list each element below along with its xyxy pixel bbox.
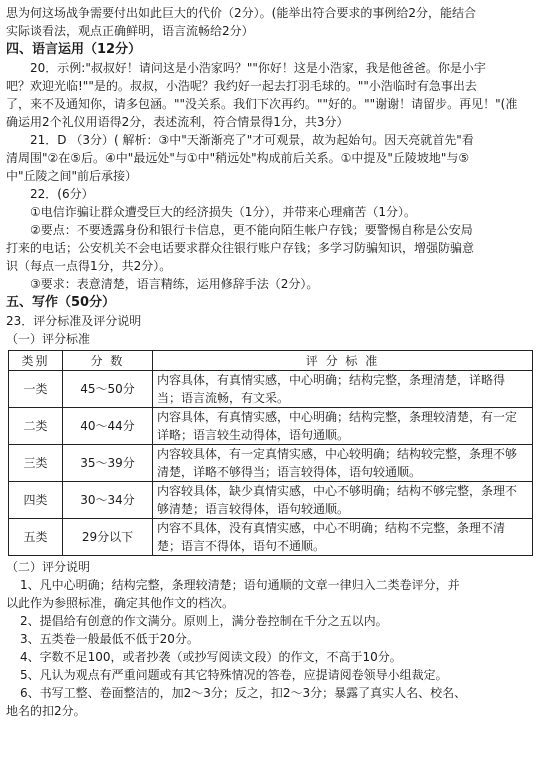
row-category: 二类 — [9, 408, 63, 445]
section4-title: 四、语言运用 — [6, 42, 85, 57]
q20-line-3: 了，来不及通知你，请多包涵。""没关系。我们下次再约。""好的。""谢谢！请留步。再见！"(准 — [6, 97, 518, 111]
section5-heading — [6, 293, 533, 312]
row-score: 35～39分 — [63, 445, 153, 482]
note-4: 4、字数不足100，或者抄袭（或抄写阅读文段）的作文，不高于10分。 — [20, 650, 402, 664]
q20-line-4: 确运用2个礼仪用语得2分，表述流利，符合情景得1分，共3分） — [6, 115, 349, 129]
row-criteria: 内容较具体，缺少真情实感，中心不够明确；结构不够完整，条理不够清楚；语言较得体，语句较通顺。 — [153, 482, 533, 519]
q22-point-2-line-1: ②要点：不要透露身份和银行卡信息，更不能向陌生帐户存钱；要警惕自称是公安局 — [30, 223, 473, 237]
note-6-line-1: 6、书写工整、卷面整洁的，加2～3分；反之，扣2～3分；暴露了真实人名、校名、 — [20, 686, 467, 700]
row-criteria: 内容较具体，有一定真情实感，中心较明确；结构较完整，条理不够清楚，详略不够得当；语言较得体，语句较通顺。 — [153, 445, 533, 482]
header-category: 类别 — [9, 351, 63, 371]
note-6-line-2: 地名的扣2分。 — [6, 704, 86, 718]
section4-heading — [6, 40, 533, 59]
section5-title: 五、写作 — [6, 295, 59, 310]
table-row — [9, 371, 533, 408]
section4-points: （12分） — [84, 42, 142, 57]
rubric-subheading: （一）评分标准 — [6, 332, 91, 346]
q21-line-2: 清周围"②在⑤后。④中"最远处"与①中"稍远处"构成前后关系。①中提及"丘陵坡地"与⑤ — [6, 151, 470, 165]
q20-line-2: 吧？欢迎光临!""是的。叔叔，小浩呢？我约好一起去打羽毛球的。""小浩临时有急事出去 — [6, 79, 477, 93]
note-1-line-2: 以此作为参照标准，确定其他作文的档次。 — [6, 596, 235, 610]
q22-point-1: ①电信诈骗让群众遭受巨大的经济损失（1分），并带来心理痛苦（1分）。 — [30, 205, 417, 219]
row-score: 45～50分 — [63, 371, 153, 408]
row-category: 三类 — [9, 445, 63, 482]
table-row — [9, 482, 533, 519]
intro-line-2: 实际谈看法，观点正确鲜明，语言流畅给2分） — [6, 24, 254, 38]
row-category: 四类 — [9, 482, 63, 519]
notes-subheading: （二）评分说明 — [6, 560, 91, 574]
note-3: 3、五类卷一般最低不低于20分。 — [20, 632, 199, 646]
rubric-table — [8, 350, 533, 556]
q21-line-1: 21．D （3分）( 解析：③中"天渐渐亮了"才可观景，故为起始句。因天亮就首先"看 — [30, 133, 474, 147]
header-score: 分 数 — [63, 351, 153, 371]
q22-point-3: ③要求：表意清楚，语言精练，运用修辞手法（2分）。 — [30, 277, 319, 291]
q21-line-3: 中"丘陵之间"前后承接） — [6, 169, 138, 183]
note-5: 5、凡认为观点有严重问题或有其它特殊情况的答卷，应提请阅卷领导小组裁定。 — [20, 668, 448, 682]
table-row — [9, 445, 533, 482]
header-criteria: 评 分 标 准 — [153, 351, 533, 371]
row-criteria: 内容不具体，没有真情实感，中心不明确；结构不完整，条理不清楚；语言不得体，语句不通顺。 — [153, 519, 533, 556]
q20-line-1: 20．示例:"叔叔好！请问这是小浩家吗？""你好！这是小浩家，我是他爸爸。你是小宇 — [30, 61, 486, 75]
table-row — [9, 408, 533, 445]
row-criteria: 内容具体，有真情实感，中心明确；结构完整，条理较清楚，有一定详略；语言较生动得体，语句通顺。 — [153, 408, 533, 445]
row-category: 一类 — [9, 371, 63, 408]
section5-points: （50分） — [58, 295, 116, 310]
q23-heading: 23．评分标准及评分说明 — [6, 314, 142, 328]
intro-line-1: 思为何这场战争需要付出如此巨大的代价（2分）。(能举出符合要求的事例给2分，能结合 — [6, 6, 476, 20]
table-row — [9, 519, 533, 556]
row-score: 40～44分 — [63, 408, 153, 445]
row-score: 30～34分 — [63, 482, 153, 519]
row-criteria: 内容具体，有真情实感，中心明确；结构完整，条理清楚，详略得当；语言流畅，有文采。 — [153, 371, 533, 408]
note-2: 2、提倡给有创意的作文满分。原则上，满分卷控制在千分之五以内。 — [20, 614, 388, 628]
row-category: 五类 — [9, 519, 63, 556]
q22-point-2-line-2: 打来的电话；公安机关不会电话要求群众往银行账户存钱；多学习防骗知识，增强防骗意 — [6, 241, 475, 255]
note-1-line-1: 1、凡中心明确；结构完整，条理较清楚；语句通顺的文章一律归入二类卷评分，并 — [20, 578, 460, 592]
row-score: 29分以下 — [63, 519, 153, 556]
rubric-header-row — [9, 351, 533, 371]
q22-heading: 22．(6分） — [30, 187, 94, 201]
q22-point-2-line-3: 识（每点一点得1分，共2分）。 — [6, 259, 172, 273]
